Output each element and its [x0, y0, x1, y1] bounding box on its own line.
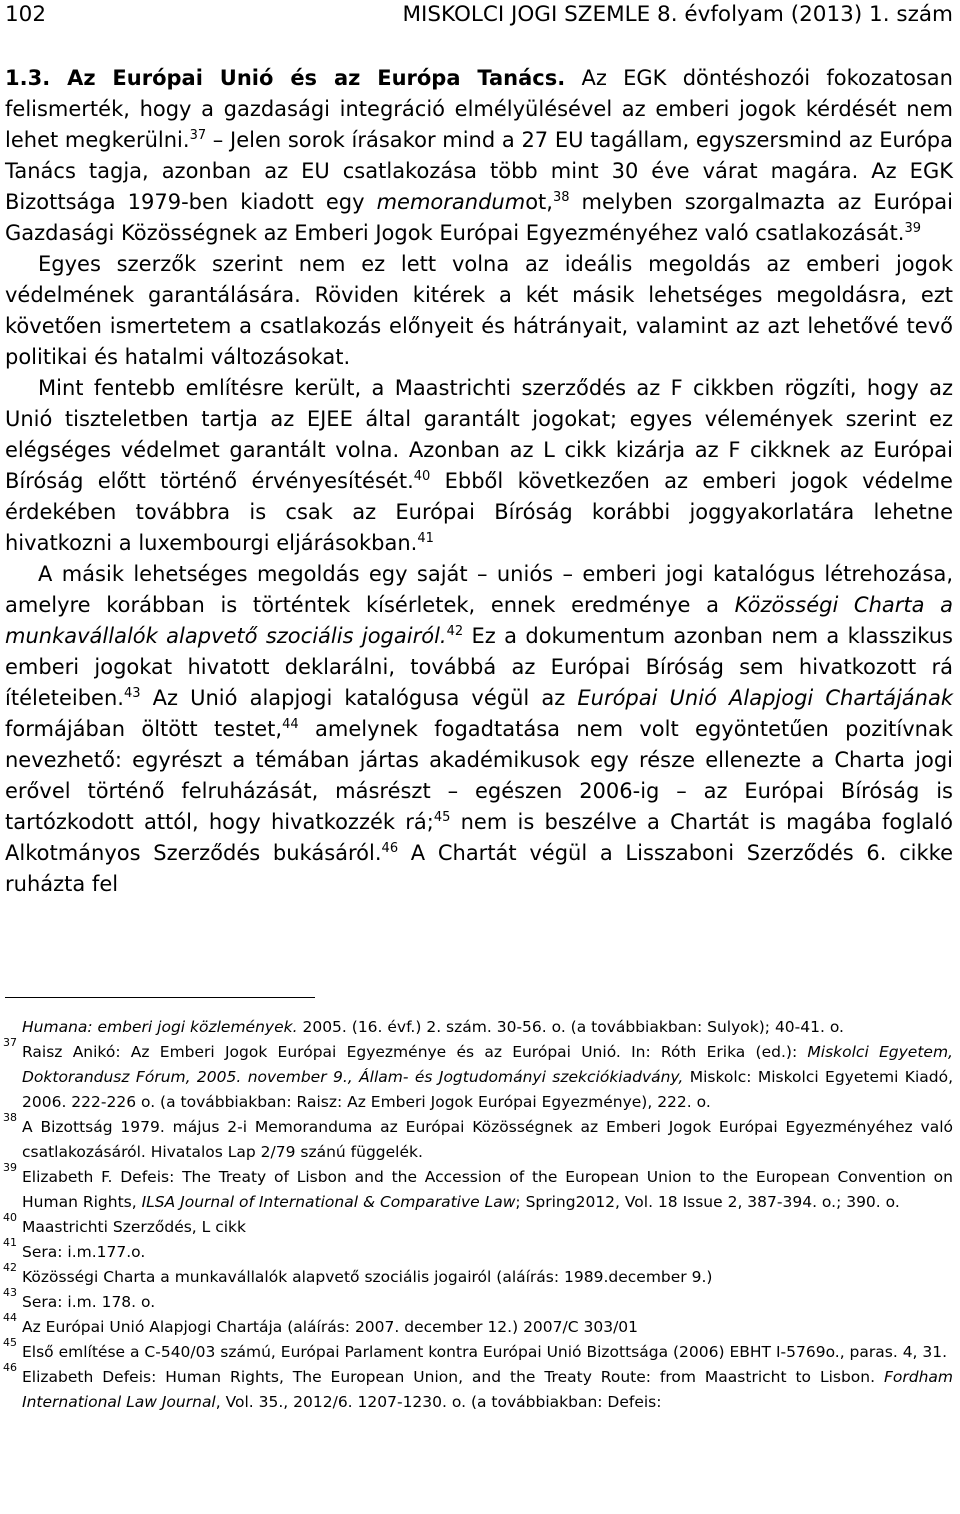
text: Ebből következően az emberi jogok védelme érdekében továbbra is csak az Európai Bíróság korábbi joggyakorlatára lehetne hivatkozni a luxembourgi eljárásokban.	[5, 469, 953, 555]
page-number: 102	[5, 2, 47, 27]
footnotes	[5, 1015, 953, 1415]
text: ; Spring2012, Vol. 18 Issue 2, 387-394. o.; 390. o.	[515, 1193, 900, 1211]
text: Elizabeth Defeis: Human Rights, The European Union, and the Treaty Route: from Maastricht to Lisbon.	[22, 1368, 884, 1386]
text: Az Európai Unió Alapjogi Chartája (aláírás: 2007. december 12.) 2007/C 303/01	[22, 1318, 639, 1336]
footnote-40	[3, 1211, 953, 1240]
footnote-37	[3, 1036, 954, 1115]
footnote-number: 39	[3, 1161, 17, 1174]
footnote-number: 45	[3, 1336, 17, 1349]
footnote-number: 38	[3, 1111, 17, 1124]
footnote-number: 40	[3, 1211, 17, 1224]
text: Mint fentebb említésre került, a Maastrichti szerződés az F cikkben rögzíti, hogy az Unió tiszteletben tartja az EJEE által garantált jogokat; egyes vélemények szerint ez elégséges védelmet garantált volna. Azonban az L cikk kizárja az F cikknek az Európai Bíróság előtt történő érvényesítését.	[5, 376, 953, 493]
footnote-44	[3, 1311, 953, 1340]
text: Sera: i.m. 178. o.	[22, 1293, 156, 1311]
footnote-ref-41[interactable]: 41	[417, 531, 434, 546]
footnote-number: 37	[3, 1036, 17, 1049]
footnote-39	[3, 1161, 953, 1215]
footnote-ref-39[interactable]: 39	[904, 221, 921, 236]
footnote-45	[3, 1336, 953, 1365]
footnote-43	[3, 1286, 953, 1315]
section-heading: 1.3. Az Európai Unió és az Európa Tanács.	[5, 66, 566, 90]
text: Raisz Anikó: Az Emberi Jogok Európai Egyezménye és az Európai Unió. In: Róth Erika (ed.):	[22, 1043, 808, 1061]
footnote-41	[3, 1236, 953, 1265]
text: Az EGK döntéshozói fokozatosan felismerték, hogy a gazdasági integráció elmélyülésével az emberi jogok kérdését nem lehet megkerülni.	[5, 66, 953, 152]
text: Egyes szerzők szerint nem ez lett volna az ideális megoldás az emberi jogok védelmének garantálására. Röviden kitérek a két másik lehetséges megoldásra, ezt követően ismertetem a csatlakozás előnyeit és hátrányait, valamint az azt lehetővé tevő politikai és hatalmi változásokat.	[5, 252, 953, 369]
emphasis: Humana: emberi jogi közlemények.	[22, 1018, 298, 1036]
emphasis: Miskolci Egyetem, Doktorandusz Fórum, 2005. november 9., Állam- és Jogtudományi szekciókiadvány,	[22, 1043, 953, 1086]
paragraph-4	[5, 559, 953, 900]
emphasis: ILSA Journal of International & Comparative Law	[141, 1193, 516, 1211]
footnote-46	[3, 1361, 953, 1415]
footnote-38	[3, 1111, 953, 1165]
text: melyben szorgalmazta az Európai Gazdasági Közösségnek az Emberi Jogok Európai Egyezményéhez való csatlakozását.	[5, 190, 954, 245]
paragraph-2	[5, 249, 953, 373]
text: 2005. (16. évf.) 2. szám. 30-56. o. (a továbbiakban: Sulyok); 40-41. o.	[297, 1018, 844, 1036]
text: amelynek fogadtatása nem volt egyöntetűen pozitívnak nevezhető: egyrészt a témában jártas akadémikusok egy része ellenezte a Charta jogi erővel történő felruházását, másrészt – egészen 2006-ig – az Európai Bíróság is tartózkodott attól, hogy hivatkozzék rá;	[5, 717, 953, 834]
emphasis: Fordham International Law Journal	[22, 1368, 953, 1411]
footnote-ref-46[interactable]: 46	[381, 841, 399, 856]
journal-title: MISKOLCI JOGI SZEMLE 8. évfolyam (2013) 1. szám	[402, 2, 953, 27]
text: Maastrichti Szerződés, L cikk	[22, 1218, 247, 1236]
footnote-42	[3, 1261, 953, 1290]
footnote-ref-40[interactable]: 40	[413, 469, 431, 484]
text: Az Unió alapjogi katalógusa végül az	[140, 686, 578, 710]
footnote-number: 43	[3, 1286, 17, 1299]
running-header	[5, 2, 953, 34]
emphasis: Közösségi Charta a munkavállalók alapvető szociális jogairól.	[5, 593, 953, 648]
text: ot,	[525, 190, 553, 214]
footnote-ref-38[interactable]: 38	[552, 190, 570, 205]
footnote-ref-44[interactable]: 44	[282, 717, 299, 732]
footnote-ref-37[interactable]: 37	[189, 128, 207, 143]
text: A másik lehetséges megoldás egy saját – uniós – emberi jogi katalógus létrehozása, amelyre korábban is történtek kísérletek, ennek eredménye a	[5, 562, 953, 617]
text: A Chartát végül a Lisszaboni Szerződés 6. cikke ruházta fel	[5, 841, 953, 896]
footnote-ref-42[interactable]: 42	[446, 624, 464, 639]
text: – Jelen sorok írásakor mind a 27 EU tagállam, egyszersmind az Európa Tanács tagja, azonban az EU csatlakozása több mint 30 éve várat magára. Az EGK Bizottsága 1979-ben kiadott egy	[5, 128, 954, 214]
text: Első említése a C-540/03 számú, Európai Parlament kontra Európai Unió Bizottsága (2006) EBHT I-5769o., paras. 4, 31.	[22, 1343, 948, 1361]
emphasis: Európai Unió Alapjogi Chartájának	[577, 686, 953, 710]
paragraph-3	[5, 373, 953, 559]
text: Elizabeth F. Defeis: The Treaty of Lisbon and the Accession of the European Union to the European Convention on Human Rights,	[22, 1168, 953, 1211]
footnote-number: 42	[3, 1261, 17, 1274]
text: Ez a dokumentum azonban nem a klasszikus emberi jogokat hivatott deklarálni, továbbá az Európai Bíróság sem hivatkozott rá ítéleteiben.	[5, 624, 953, 710]
text: Közösségi Charta a munkavállalók alapvető szociális jogairól (aláírás: 1989.december 9.)	[22, 1268, 713, 1286]
emphasis: memorandum	[376, 190, 526, 214]
footnote-continuation	[5, 1015, 953, 1040]
footnote-number: 41	[3, 1236, 17, 1249]
text: Miskolc: Miskolci Egyetemi Kiadó, 2006. 222-226 o. (a továbbiakban: Raisz: Az Emberi Jogok Európai Egyezménye), 222. o.	[22, 1068, 954, 1111]
text: formájában öltött testet,	[5, 717, 283, 741]
footnote-number: 44	[3, 1311, 17, 1324]
footnote-ref-43[interactable]: 43	[123, 686, 141, 701]
paragraph-1	[5, 63, 953, 249]
footnote-number: 46	[3, 1361, 17, 1374]
text: nem is beszélve a Chartát is magába foglaló Alkotmányos Szerződés bukásáról.	[5, 810, 953, 865]
footnote-divider	[5, 997, 315, 998]
text: Sera: i.m.177.o.	[22, 1243, 146, 1261]
text: , Vol. 35., 2012/6. 1207-1230. o. (a továbbiakban: Defeis:	[215, 1393, 662, 1411]
main-text	[5, 63, 953, 900]
footnote-ref-45[interactable]: 45	[433, 810, 451, 825]
text: A Bizottság 1979. május 2-i Memoranduma az Európai Közösségnek az Emberi Jogok Európai Egyezményéhez való csatlakozásáról. Hivatalos Lap 2/79 szánú függelék.	[22, 1118, 953, 1161]
